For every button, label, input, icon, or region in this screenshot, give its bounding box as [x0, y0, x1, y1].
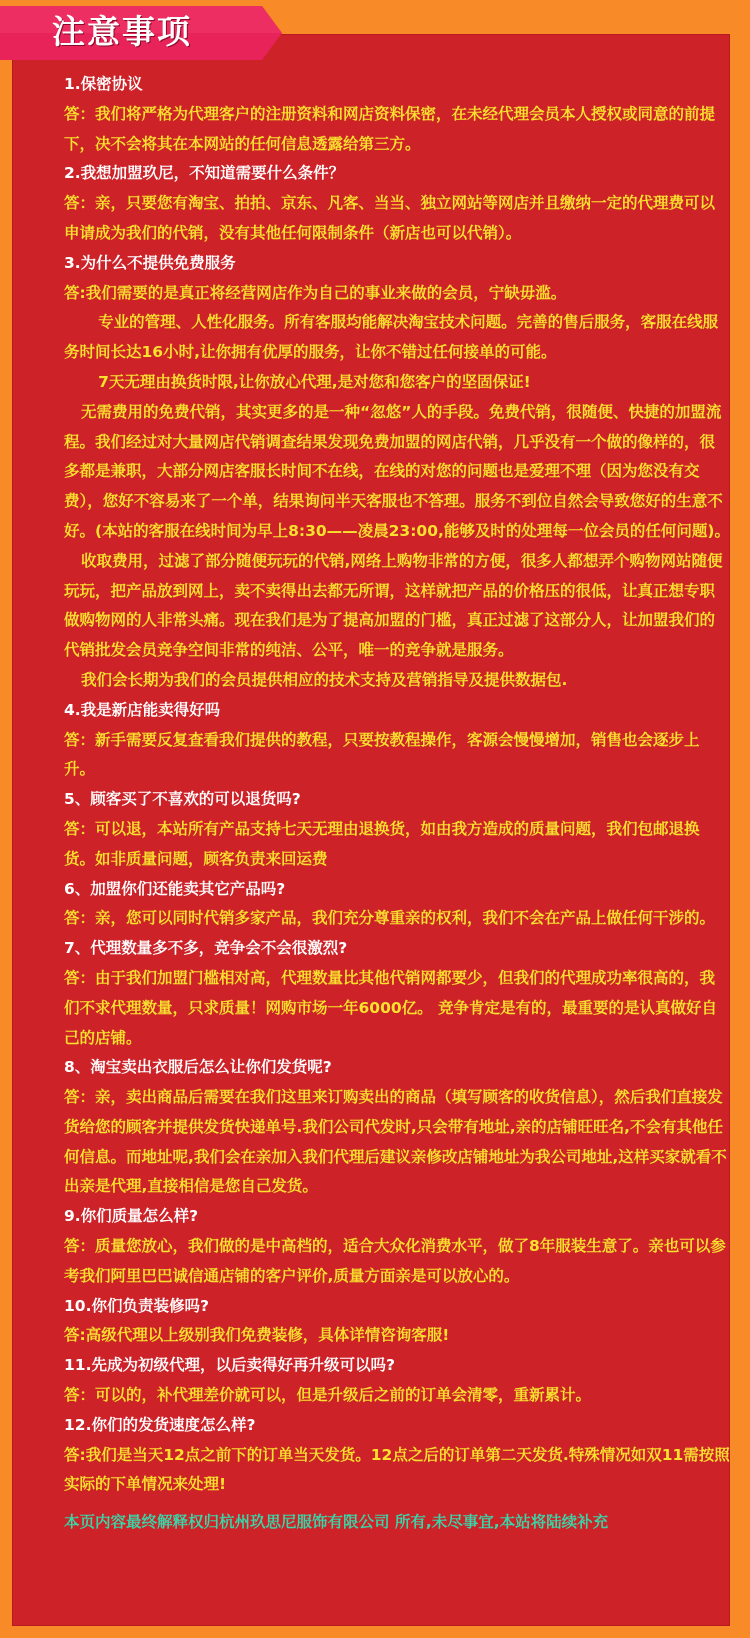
faq-answer-10: 答:高级代理以上级别我们免费装修，具体详情咨询客服! [64, 1326, 450, 1345]
faq-question-2: 2.我想加盟玖尼，不知道需要什么条件？ [64, 164, 345, 183]
faq-question-7: 7、代理数量多不多，竞争会不会很激烈? [64, 939, 348, 958]
faq-answer-5: 答：可以退，本站所有产品支持七天无理由退换货，如由我方造成的质量问题，我们包邮退换货。如非质量问题，顾客负责来回运费 [64, 819, 700, 868]
faq-question-11: 11.先成为初级代理，以后卖得好再升级可以吗? [64, 1356, 395, 1375]
faq-question-3: 3.为什么不提供免费服务 [64, 253, 236, 272]
faq-question-8: 8、淘宝卖出衣服后怎么让你们发货呢? [64, 1058, 332, 1077]
faq-question-6: 6、加盟你们还能卖其它产品吗? [64, 879, 286, 898]
faq-content [64, 70, 730, 1538]
faq-question-1: 1.保密协议 [64, 75, 143, 93]
faq-question-12: 12.你们的发货速度怎么样? [64, 1415, 256, 1434]
faq-answer-3-fee: 收取费用，过滤了部分随便玩玩的代销,网络上购物非常的方便，很多人都想弄个购物网站随便玩玩，把产品放到网上，卖不卖得出去都无所谓，这样就把产品的价格压的很低，让真正想专职做购物网的人非常头痛。现在我们是为了提高加盟的门槛，真正过滤了这部分人，让加盟我们的代销批发会员竞争空间非常的纯洁、公平，唯一的竞争就是服务。 [64, 551, 723, 660]
faq-answer-1: 答：我们将严格为代理客户的注册资料和网店资料保密，在未经代理会员本人授权或同意的前提下，决不会将其在本网站的任何信息透露给第三方。 [64, 104, 716, 153]
faq-answer-3-intro: 答:我们需要的是真正将经营网店作为自己的事业来做的会员，宁缺毋滥。 [64, 283, 567, 302]
faq-answer-7: 答：由于我们加盟门槛相对高，代理数量比其他代销网都要少，但我们的代理成功率很高的，我们不求代理数量，只求质量！网购市场一年6000亿。 竞争肯定是有的，最重要的是认真做好自己的店铺。 [64, 968, 718, 1047]
faq-answer-4: 答：新手需要反复查看我们提供的教程，只要按教程操作，客源会慢慢增加，销售也会逐步上升。 [64, 730, 700, 779]
faq-answer-8: 答：亲，卖出商品后需要在我们这里来订购卖出的商品（填写顾客的收货信息），然后我们直接发货给您的顾客并提供发货快递单号.我们公司代发时,只会带有地址,亲的店铺旺旺名,不会有其他任何信息。而地址呢,我们会在亲加入我们代理后建议亲修改店铺地址为我公司地址,这样买家就看不出亲是代理,直接相信是您自己发货。 [64, 1088, 727, 1196]
faq-question-5: 5、顾客买了不喜欢的可以退货吗? [64, 790, 301, 809]
faq-answer-3-support: 我们会长期为我们的会员提供相应的技术支持及营销指导及提供数据包. [81, 670, 568, 689]
faq-question-4: 4.我是新店能卖得好吗 [64, 700, 221, 719]
faq-question-10: 10.你们负责装修吗? [64, 1296, 209, 1315]
faq-answer-12: 答:我们是当天12点之前下的订单当天发货。12点之后的订单第二天发货.特殊情况如双11需按照实际的下单情况来处理! [64, 1445, 730, 1494]
title-banner [0, 6, 282, 60]
faq-answer-3-guarantee: 7天无理由换货时限,让你放心代理,是对您和您客户的坚固保证! [98, 372, 531, 391]
faq-question-9: 9.你们质量怎么样? [64, 1207, 199, 1226]
faq-answer-9: 答：质量您放心，我们做的是中高档的，适合大众化消费水平，做了8年服装生意了。亲也可以参考我们阿里巴巴诚信通店铺的客户评价,质量方面亲是可以放心的。 [64, 1237, 726, 1285]
faq-answer-11: 答：可以的，补代理差价就可以，但是升级后之前的订单会清零，重新累计。 [64, 1386, 592, 1405]
page-title: 注意事项 [52, 12, 192, 51]
faq-answer-3-service: 专业的管理、人性化服务。所有客服均能解决淘宝技术问题。完善的售后服务，客服在线服务时间长达16小时,让你拥有优厚的服务，让你不错过任何接单的可能。 [64, 313, 719, 362]
footer-note: 本页内容最终解释权归杭州玖思尼服饰有限公司 所有,未尽事宜,本站将陆续补充 [64, 1513, 609, 1532]
faq-answer-6: 答：亲，您可以同时代销多家产品，我们充分尊重亲的权利，我们不会在产品上做任何干涉的。 [64, 909, 716, 928]
faq-answer-2: 答：亲，只要您有淘宝、拍拍、京东、凡客、当当、独立网站等网店并且缴纳一定的代理费可以申请成为我们的代销，没有其他任何限制条件（新店也可以代销）。 [64, 194, 716, 242]
faq-answer-3-free: 无需费用的免费代销，其实更多的是一种“忽悠”人的手段。免费代销，很随便、快捷的加盟流程。我们经过对大量网店代销调查结果发现免费加盟的网店代销，几乎没有一个做的像样的，很多都是兼职，大部分网店客服长时间不在线，在线的对您的问题也是爱理不理（因为您没有交费），您好不容易来了一个单，结果询问半天客服也不答理。服务不到位自然会导致您好的生意不好。(本站的客服在线时间为早上8:30——凌晨23:00,能够及时的处理每一位会员的任何问题)。 [64, 402, 730, 540]
